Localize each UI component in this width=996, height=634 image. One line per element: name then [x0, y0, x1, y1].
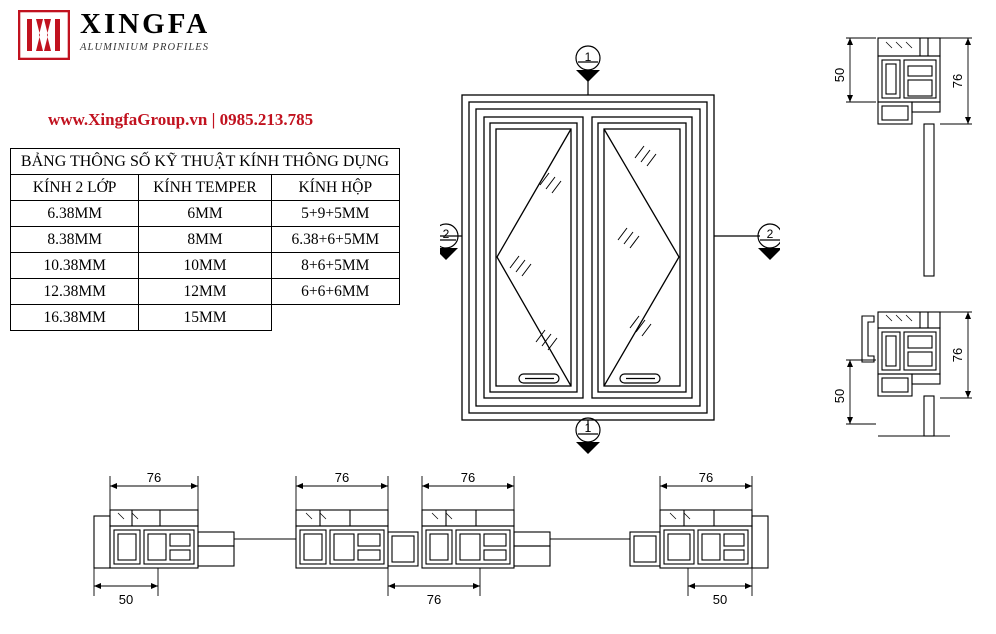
cell-r2c0: 10.38MM: [11, 253, 139, 279]
svg-text:2: 2: [442, 227, 450, 242]
top-section-mark: [576, 46, 600, 95]
horizontal-section-detail: [70, 470, 950, 630]
table-header-2: KÍNH HỘP: [271, 175, 399, 201]
table-row: [11, 201, 400, 227]
table-row: [11, 227, 400, 253]
dim-76-right-bottom-label: 76: [950, 347, 965, 363]
dim-50-right-label: 50: [712, 592, 728, 607]
left-section-mark: [440, 224, 462, 260]
table-header-row: [11, 175, 400, 201]
website-phone-line: www.XingfaGroup.vn | 0985.213.785: [48, 110, 314, 129]
dim-50-left-bottom-label: 50: [832, 388, 847, 404]
dim-76-right-top-label: 76: [950, 73, 965, 89]
window-elevation-drawing: [440, 40, 780, 460]
table-header-1: KÍNH TEMPER: [139, 175, 271, 201]
table-row: [11, 253, 400, 279]
brand-subtitle: ALUMINIUM PROFILES: [80, 42, 210, 53]
dim-50-left-top-label: 50: [832, 67, 847, 83]
glass-spec-table: [10, 148, 400, 331]
dim-76-b-label: 76: [334, 470, 350, 485]
dim-50-left-bottom: [846, 360, 876, 424]
table-title-row: [11, 149, 400, 175]
svg-text:1: 1: [584, 421, 592, 436]
dim-76-center-label: 76: [426, 592, 442, 607]
cell-r0c1: 6MM: [139, 201, 271, 227]
table-row: [11, 279, 400, 305]
cell-r4c2: [271, 305, 399, 331]
cell-r2c1: 10MM: [139, 253, 271, 279]
dim-50-left-label: 50: [118, 592, 134, 607]
vertical-section-detail-bottom: [862, 312, 950, 436]
cell-r3c0: 12.38MM: [11, 279, 139, 305]
dim-76-d-label: 76: [698, 470, 714, 485]
svg-text:1: 1: [584, 50, 592, 65]
cell-r1c0: 8.38MM: [11, 227, 139, 253]
logo-mark-svg: [18, 10, 70, 60]
cell-r3c2: 6+6+6MM: [271, 279, 399, 305]
right-section-details: [820, 20, 996, 460]
dim-50-left-top: [846, 38, 876, 102]
sash-handles: [519, 374, 660, 383]
dim-76-a-label: 76: [146, 470, 162, 485]
xingfa-logo-mark: [18, 10, 70, 60]
table-header-0: KÍNH 2 LỚP: [11, 175, 139, 201]
cell-r3c1: 12MM: [139, 279, 271, 305]
cell-r2c2: 8+6+5MM: [271, 253, 399, 279]
svg-text:2: 2: [766, 227, 774, 242]
right-section-mark: [714, 224, 780, 260]
table-row: [11, 305, 400, 331]
cell-r4c1: 15MM: [139, 305, 271, 331]
table-title: BẢNG THÔNG SỐ KỸ THUẬT KÍNH THÔNG DỤNG: [11, 149, 400, 175]
cell-r4c0: 16.38MM: [11, 305, 139, 331]
cell-r1c1: 8MM: [139, 227, 271, 253]
brand-text-block: [80, 10, 210, 53]
cell-r1c2: 6.38+6+5MM: [271, 227, 399, 253]
cell-r0c0: 6.38MM: [11, 201, 139, 227]
dim-76-c-label: 76: [460, 470, 476, 485]
brand-name: XINGFA: [80, 8, 211, 40]
vertical-section-detail-top: [878, 38, 940, 276]
bottom-section-mark: [576, 418, 600, 454]
cell-r0c2: 5+9+5MM: [271, 201, 399, 227]
brand-logo: [18, 8, 318, 66]
